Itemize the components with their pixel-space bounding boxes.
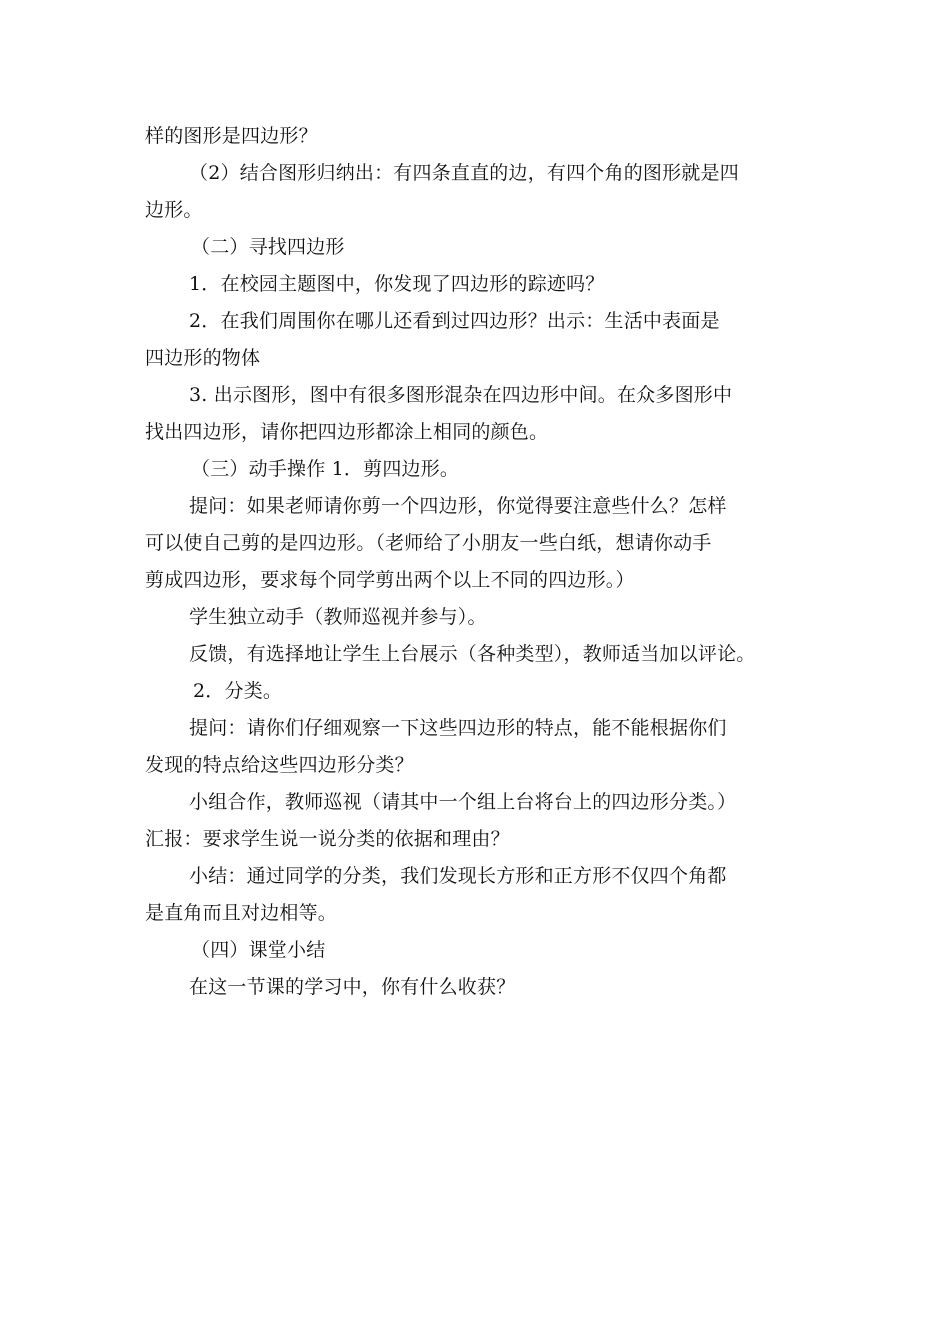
text-line: （2）结合图形归纳出：有四条直直的边，有四个角的图形就是四 [189, 162, 739, 184]
section-heading: （四）课堂小结 [191, 939, 326, 961]
text-line: 3. 出示图形，图中有很多图形混杂在四边形中间。在众多图形中 [189, 384, 733, 406]
text-line: 提问：请你们仔细观察一下这些四边形的特点，能不能根据你们 [189, 717, 727, 739]
text-line: 是直角而且对边相等。 [145, 902, 338, 924]
text-line: 1．在校园主题图中，你发现了四边形的踪迹吗？ [189, 273, 605, 295]
section-heading: （二）寻找四边形 [191, 236, 345, 258]
text-line: 四边形的物体 [145, 347, 261, 369]
text-line: 小组合作，教师巡视（请其中一个组上台将台上的四边形分类。） [189, 791, 737, 813]
text-line: 发现的特点给这些四边形分类？ [145, 754, 414, 776]
document-body [145, 118, 817, 1006]
text-line: 边形。 [145, 199, 203, 221]
text-line: 2．分类。 [193, 680, 283, 702]
section-heading: （三）动手操作 1．剪四边形。 [191, 458, 460, 480]
text-line: 找出四边形，请你把四边形都涂上相同的颜色。 [145, 421, 549, 443]
text-line: 可以使自己剪的是四边形。（老师给了小朋友一些白纸，想请你动手 [145, 532, 712, 554]
text-line: 小结：通过同学的分类，我们发现长方形和正方形不仅四个角都 [189, 865, 727, 887]
text-line: 2．在我们周围你在哪儿还看到过四边形？出示：生活中表面是 [189, 310, 720, 332]
text-line: 在这一节课的学习中，你有什么收获？ [189, 976, 516, 998]
text-line: 剪成四边形，要求每个同学剪出两个以上不同的四边形。） [145, 569, 635, 591]
text-line: 提问：如果老师请你剪一个四边形，你觉得要注意些什么？怎样 [189, 495, 727, 517]
text-line: 汇报：要求学生说一说分类的依据和理由？ [145, 828, 510, 850]
text-line: 反馈，有选择地让学生上台展示（各种类型），教师适当加以评论。 [189, 643, 756, 665]
text-line: 样的图形是四边形？ [145, 125, 318, 147]
text-line: 学生独立动手（教师巡视并参与）。 [189, 606, 487, 628]
